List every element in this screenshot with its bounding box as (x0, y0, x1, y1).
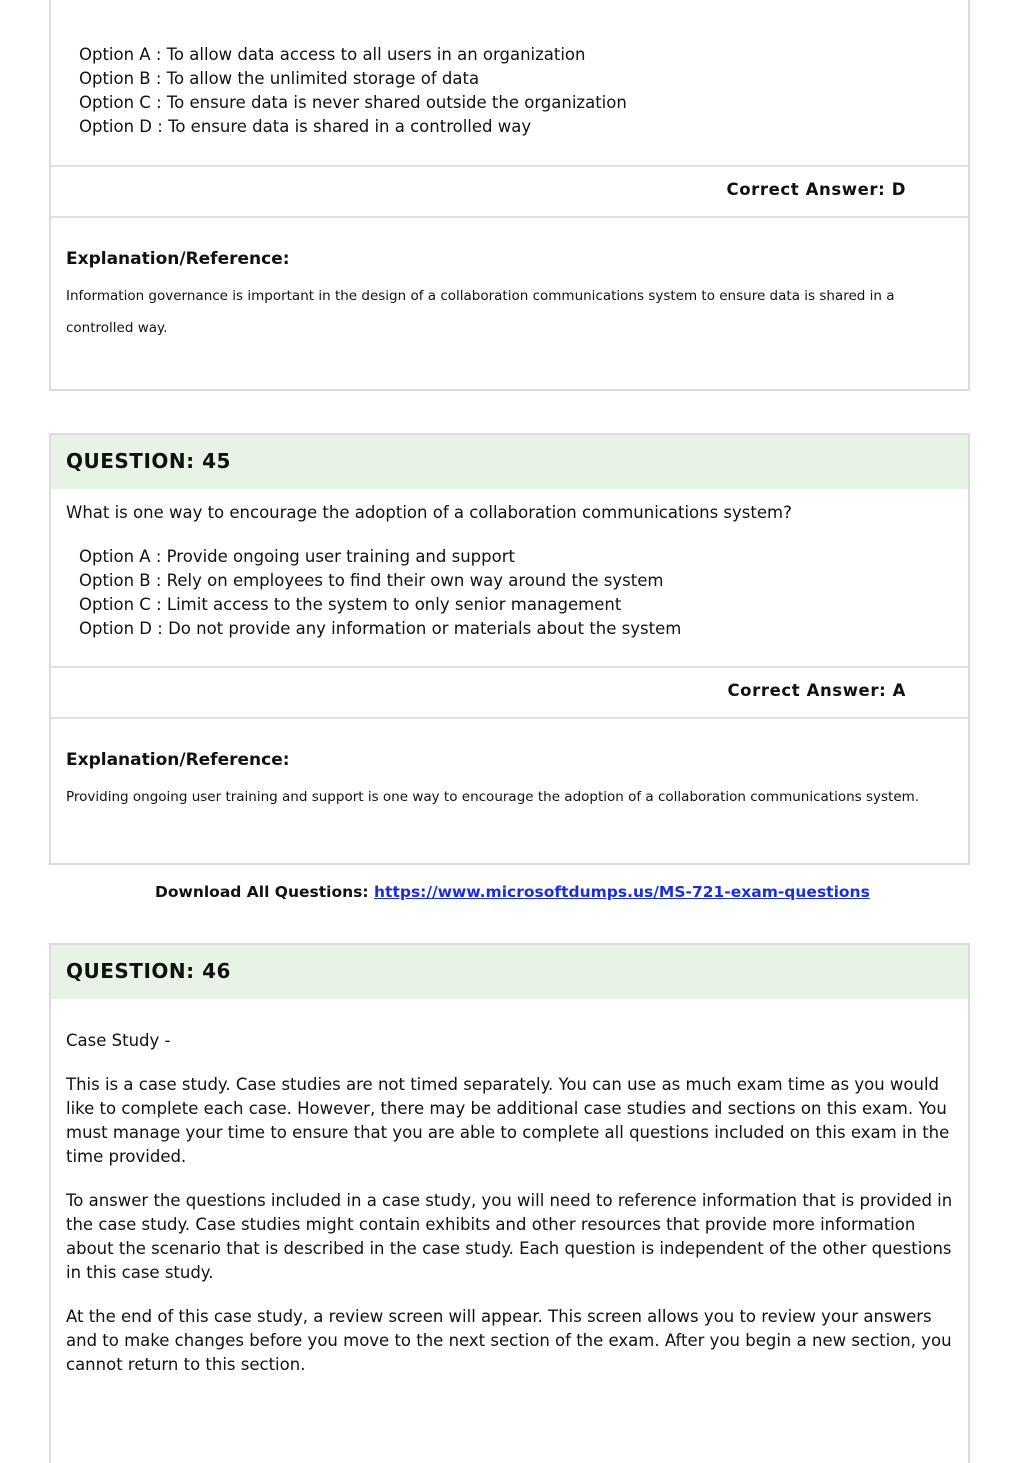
explanation-title: Explanation/Reference: (66, 750, 290, 770)
question-card-46 (49, 943, 970, 1463)
correct-answer: Correct Answer: A (727, 681, 906, 700)
case-study-paragraph: This is a case study. Case studies are not timed separately. You can use as much exam time as you would like to complete each case. However, there may be additional case studies and sections on this exam. You must manage your time to ensure that you are able to complete all questions included on this exam in the time provided. (66, 1075, 950, 1166)
option-c: Option C : To ensure data is never shared outside the organization (79, 93, 627, 112)
download-link[interactable]: https://www.microsoftdumps.us/MS-721-exam-questions (374, 883, 870, 901)
option-a: Option A : Provide ongoing user training and support (79, 547, 515, 566)
option-d: Option D : To ensure data is shared in a controlled way (79, 117, 532, 136)
case-study-title: Case Study - (66, 1031, 171, 1050)
options-list (51, 522, 968, 641)
option-b: Option B : To allow the unlimited storage of data (79, 69, 480, 88)
case-study-paragraph: At the end of this case study, a review screen will appear. This screen allows you to review your answers and to make changes before you move to the next section of the exam. After you begin a new section, you cannot return to this section. (66, 1307, 952, 1374)
question-text: What is one way to encourage the adoption of a collaboration communications system? (66, 503, 792, 522)
option-c: Option C : Limit access to the system to only senior management (79, 595, 622, 614)
explanation-text: Information governance is important in the design of a collaboration communications system to ensure data is shared in a controlled way. (66, 288, 895, 336)
download-label: Download All Questions: (155, 883, 369, 901)
download-line (155, 883, 870, 901)
case-study-paragraph: To answer the questions included in a case study, you will need to reference information that is provided in the case study. Case studies might contain exhibits and other resources that provide more information about the scenario that is described in the case study. Each question is independent of the other questions in this case study. (66, 1191, 953, 1282)
option-b: Option B : Rely on employees to find their own way around the system (79, 571, 664, 590)
case-study-body (51, 999, 968, 1377)
question-header: QUESTION: 45 (51, 435, 968, 489)
option-d: Option D : Do not provide any information or materials about the system (79, 619, 682, 638)
option-a: Option A : To allow data access to all users in an organization (79, 45, 586, 64)
question-card-44 (49, 0, 970, 391)
explanation-title: Explanation/Reference: (66, 249, 290, 269)
options-list (51, 0, 968, 139)
question-card-45 (49, 433, 970, 865)
correct-answer: Correct Answer: D (726, 180, 906, 199)
question-header: QUESTION: 46 (51, 945, 968, 999)
explanation-text: Providing ongoing user training and support is one way to encourage the adoption of a collaboration communications system. (66, 789, 920, 805)
